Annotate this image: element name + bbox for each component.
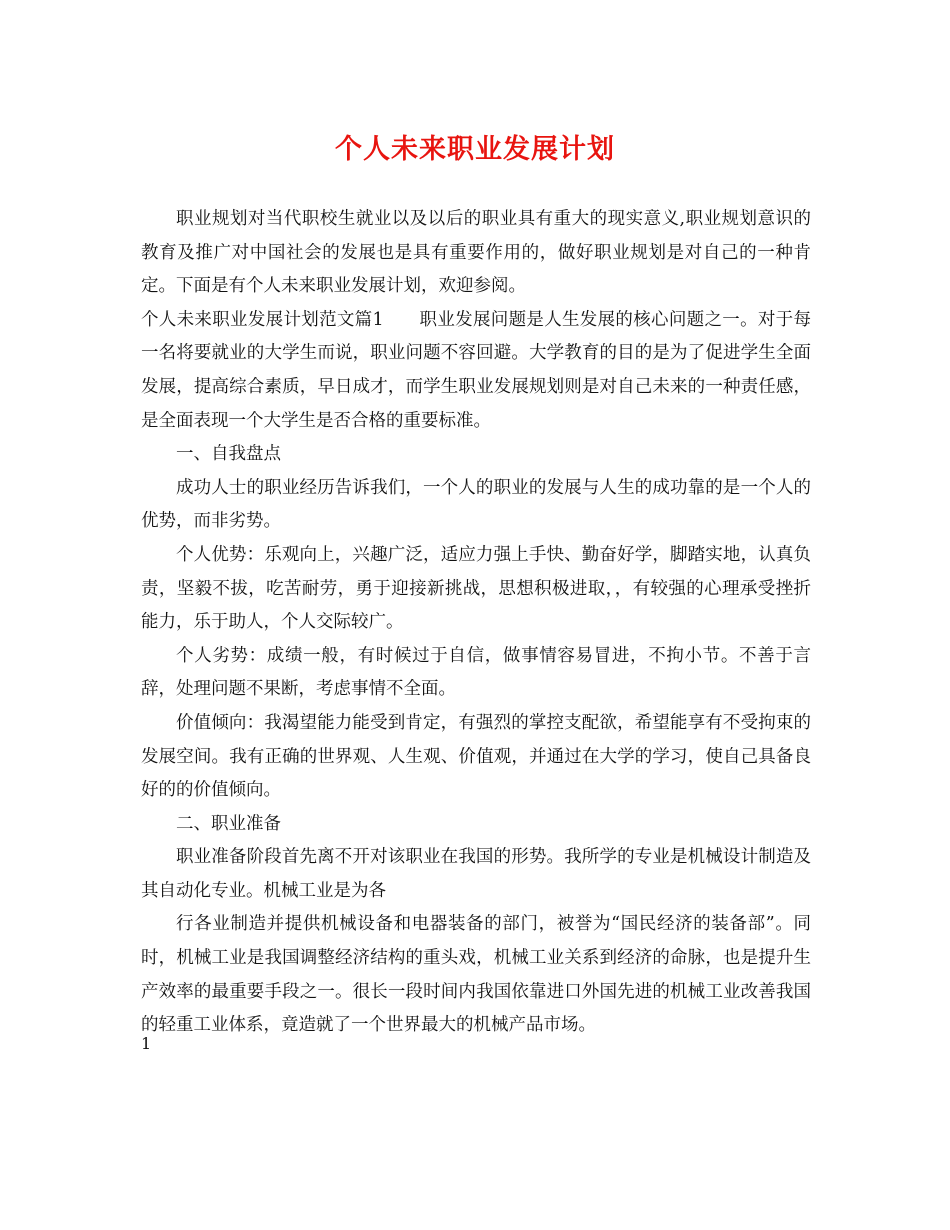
paragraph-intro: 职业规划对当代职校生就业以及以后的职业具有重大的现实意义,职业规划意识的教育及推广对中国社会的发展也是具有重要作用的，做好职业规划是对自己的一种肯定。下面是有个人未来职业发展计划，欢迎参阅。	[141, 209, 811, 297]
paragraph-career-preparation: 职业准备阶段首先离不开对该职业在我国的形势。我所学的专业是机械设计制造及其自动化专业。机械工业是为各	[141, 847, 811, 901]
page-number: 1	[141, 1034, 152, 1053]
paragraph-value-orientation: 价值倾向：我渴望能力能受到肯定，有强烈的掌控支配欲，希望能享有不受拘束的发展空间。我有正确的世界观、人生观、价值观，并通过在大学的学习，使自己具备良好的的价值倾向。	[141, 712, 811, 801]
paragraph-success-experience: 成功人士的职业经历告诉我们，一个人的职业的发展与人生的成功靠的是一个人的优势，而非劣势。	[141, 477, 811, 532]
section-heading-career-preparation: 二、职业准备	[176, 813, 281, 834]
document-body	[141, 203, 811, 1043]
paragraph-personal-strengths: 个人优势：乐观向上，兴趣广泛，适应力强上手快、勤奋好学，脚踏实地，认真负责，坚毅不拔，吃苦耐劳，勇于迎接新挑战，思想积极进取，，有较强的心理承受挫折能力，乐于助人，个人交际较广。	[141, 544, 811, 633]
paragraph-machinery-industry: 行各业制造并提供机械设备和电器装备的部门，被誉为“国民经济的装备部”。同时，机械工业是我国调整经济结构的重头戏，机械工业关系到经济的命脉，也是提升生产效率的最重要手段之一。很长一段时间内我国依靠进口外国先进的机械工业改善我国的轻重工业体系，竟造就了一个世界最大的机械产品市场。	[141, 914, 811, 1036]
paragraph-sample-intro: 个人未来职业发展计划范文篇1 职业发展问题是人生发展的核心问题之一。对于每一名将要就业的大学生而说，职业问题不容回避。大学教育的目的是为了促进学生全面发展，提高综合素质，早日成才，而学生职业发展规划则是对自己未来的一种责任感，是全面表现一个大学生是否合格的重要标准。	[141, 309, 811, 431]
section-heading-self-assessment: 一、自我盘点	[176, 444, 281, 465]
paragraph-personal-weaknesses: 个人劣势：成绩一般，有时候过于自信，做事情容易冒进，不拘小节。不善于言辞，处理问题不果断，考虑事情不全面。	[141, 645, 811, 700]
document-title: 个人未来职业发展计划	[335, 134, 615, 165]
